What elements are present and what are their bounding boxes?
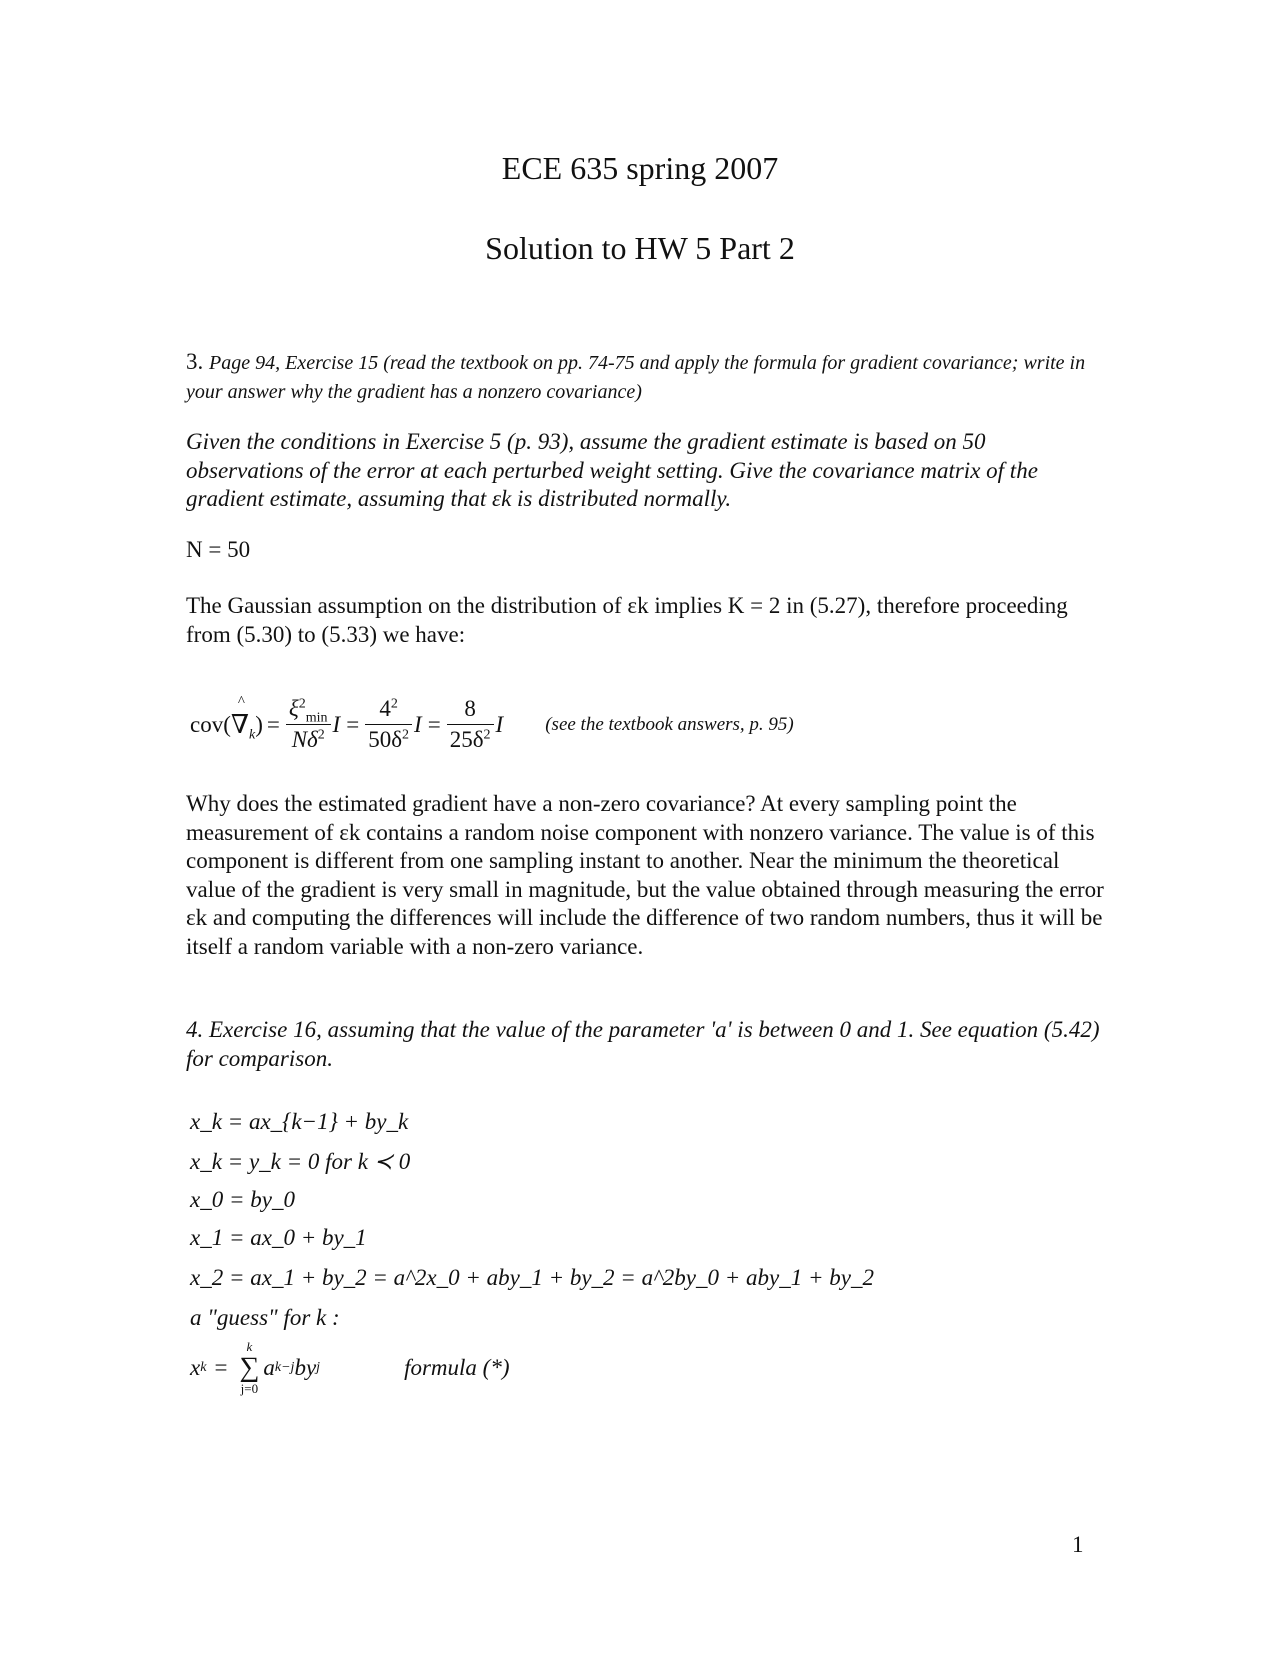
x1-equation: x_1 = ax_0 + by_1 <box>190 1225 367 1250</box>
identity-matrix: I <box>332 711 341 737</box>
cov-close-paren: ) <box>255 711 263 737</box>
frac2-numerator: 4 <box>379 696 391 721</box>
equals-sign: = <box>266 711 280 737</box>
nabla-subscript: k <box>249 727 256 743</box>
problem4-prompt: 4. Exercise 16, assuming that the value of the parameter 'a' is between 0 and 1. See equation (5.42) for comparison. <box>186 1017 1100 1071</box>
nabla-symbol: ∇ <box>230 709 250 739</box>
sum-lower-limit: j=0 <box>240 1381 259 1396</box>
covariance-equation: cov( ^ $\nabla_k$ ) = $\frac{\xi^2_{min}}{N\delta^2}$ I = $\frac{4^2}{50\delta^2}$ I = $\frac{8}{25\delta^2}$ I (see the textbook answers, p. 95) <box>190 694 794 755</box>
summation-formula: x k = k ∑ j=0 a k−j by j formula (*) <box>190 1339 510 1396</box>
problem3-number: 3. <box>186 349 204 374</box>
x2-equation: x_2 = ax_1 + by_2 = a^2x_0 + aby_1 + by_2 = a^2by_0 + aby_1 + by_2 <box>190 1265 874 1290</box>
cov-note: (see the textbook answers, p. 95) <box>545 713 794 735</box>
cov-label: cov( <box>190 711 231 737</box>
summation-symbol <box>239 1340 259 1396</box>
x0-equation: x_0 = by_0 <box>190 1187 295 1212</box>
frac2-denominator: 50δ <box>368 727 403 752</box>
page-number: 1 <box>1072 1532 1084 1557</box>
problem3-exercise-text: Given the conditions in Exercise 5 (p. 93), assume the gradient estimate is based on 50 observations of the error at each perturbed weight setting. Give the covariance matrix of the gradient estimate, assuming that εk is distributed normally. <box>186 429 1038 511</box>
gradient-estimate-symbol <box>230 693 256 743</box>
problem3-prompt: Page 94, Exercise 15 (read the textbook on pp. 74-75 and apply the formula for gradient covariance; write in your answer why the gradient has a nonzero covariance) <box>186 352 1086 403</box>
fraction-xi-over-n: $\frac{\xi^2_{min}}{N\delta^2}$ <box>286 694 331 755</box>
initial-condition: x_k = y_k = 0 for k ≺ 0 <box>190 1149 411 1174</box>
fraction-4-over-50: $\frac{4^2}{50\delta^2}$ <box>365 694 412 755</box>
problem3-why-text: Why does the estimated gradient have a non-zero covariance? At every sampling point the measurement of εk contains a random noise component with nonzero variance. The value is of this component is different from one sampling instant to another. Near the minimum the theoretical value of the gradient is very small in magnitude, but the value obtained through measuring the error εk and computing the differences will include the difference of two random numbers, thus it will be itself a random variable with a non-zero variance. <box>186 791 1104 959</box>
xi-superscript: 2 <box>298 696 306 712</box>
sum-upper-limit: k <box>246 1339 253 1354</box>
document-title: ECE 635 spring 2007 <box>501 150 779 186</box>
sigma-glyph: ∑ <box>239 1352 260 1383</box>
problem3-prompt-block <box>186 348 1106 406</box>
formula-label: formula (*) <box>404 1355 510 1380</box>
fraction-8-over-25: $\frac{8}{25\delta^2}$ <box>447 694 494 755</box>
frac3-denominator: 25δ <box>449 727 484 752</box>
sum-term-base: a <box>263 1355 275 1380</box>
xi-subscript: min <box>305 710 328 726</box>
problem3-gaussian-text: The Gaussian assumption on the distribution of εk implies K = 2 in (5.27), therefore proceeding from (5.30) to (5.33) we have: <box>186 593 1068 647</box>
frac3-numerator: 8 <box>447 694 494 725</box>
document-subtitle: Solution to HW 5 Part 2 <box>485 230 795 266</box>
sum-lhs: x <box>190 1355 201 1380</box>
xi-symbol: ξ <box>288 696 299 721</box>
guess-line: a "guess" for k : <box>190 1305 340 1330</box>
hat-accent: ^ <box>237 693 245 710</box>
frac1-denominator: Nδ <box>291 727 318 752</box>
problem3-n-value: N = 50 <box>186 537 251 562</box>
recursion-equation: x_k = ax_{k−1} + by_k <box>190 1109 409 1134</box>
